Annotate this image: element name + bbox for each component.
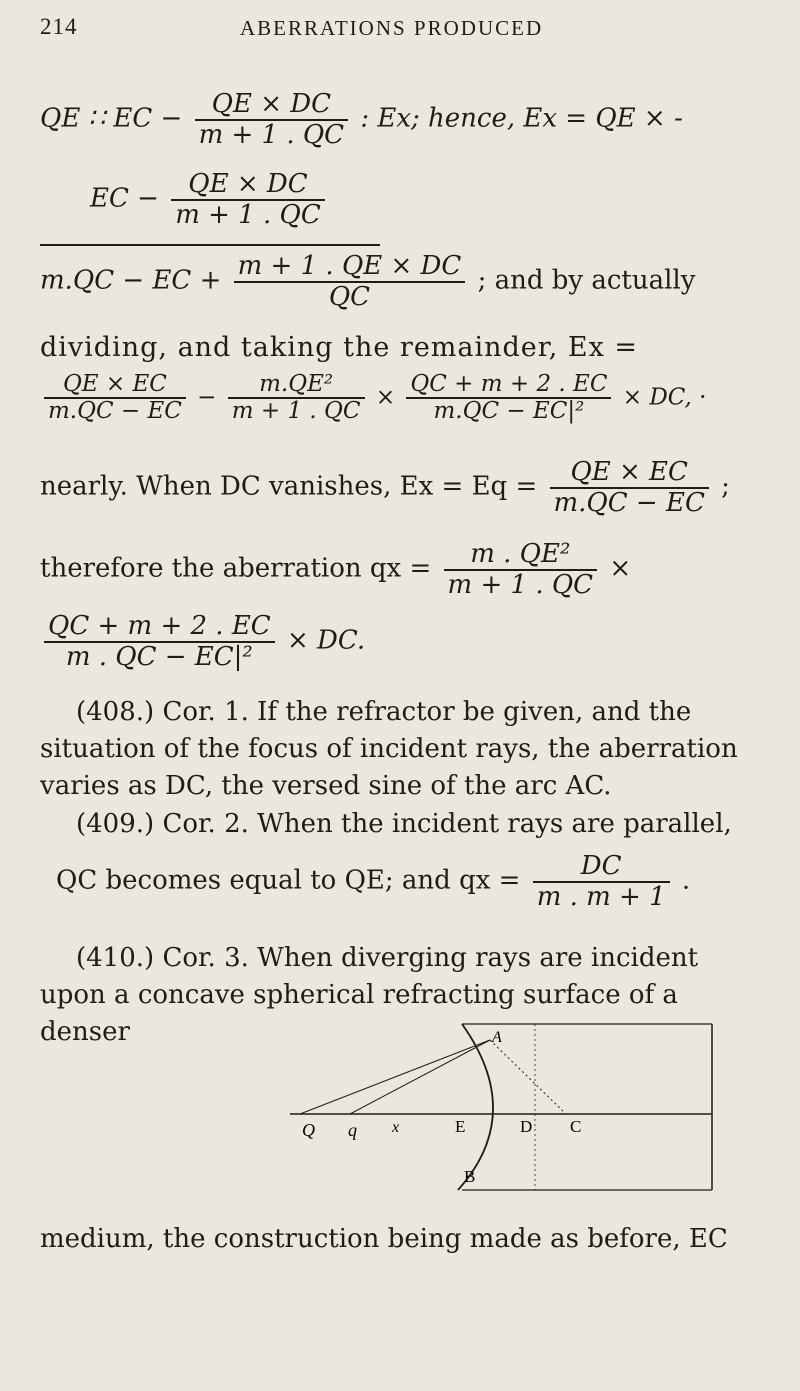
eq1-rest: : Ex; hence, Ex = QE × - xyxy=(360,103,683,134)
eq3-numerator: m + 1 . QE × DC xyxy=(234,252,466,283)
text-line-4: dividing, and taking the remainder, Ex = xyxy=(40,332,639,363)
eq5-fraction-3 xyxy=(406,372,611,425)
equation-line-8 xyxy=(40,612,365,671)
line8-tail: × DC. xyxy=(286,625,366,656)
equation-line-3 xyxy=(40,252,695,311)
eq5-tail: × DC, · xyxy=(622,384,707,411)
line8-denominator: m . QC − EC|² xyxy=(65,641,253,672)
text-line-7 xyxy=(40,540,631,599)
eq2-denominator: m + 1 . QC xyxy=(175,199,321,230)
eq5-minus: − xyxy=(197,384,217,411)
eq1-denominator: m + 1 . QC xyxy=(198,119,345,150)
para409-fraction xyxy=(533,852,670,911)
eq5-f1-denominator: m.QC − EC xyxy=(48,398,182,425)
refracting-surface-arc xyxy=(458,1024,493,1190)
line8-numerator: QC + m + 2 . EC xyxy=(44,612,275,643)
text-line-6 xyxy=(40,458,730,517)
label-q: q xyxy=(348,1120,357,1140)
eq2-lhs: EC − xyxy=(90,183,159,214)
paragraph-409: (409.) Cor. 2. When the incident rays are parallel, xyxy=(76,809,732,839)
eq5-f3-numerator: QC + m + 2 . EC xyxy=(406,372,611,399)
eq1-numerator: QE × DC xyxy=(195,90,349,121)
eq3-denominator: QC xyxy=(328,281,371,312)
eq1-fraction xyxy=(195,90,349,149)
paragraph-408: (408.) Cor. 1. If the refractor be given, and the situation of the focus of incident rays, the aberration varies as DC, the versed sine of the arc AC. xyxy=(40,697,738,801)
label-Q: Q xyxy=(302,1120,315,1140)
line6-numerator: QE × EC xyxy=(550,458,709,489)
line7-tail: × xyxy=(609,553,632,584)
line7-denominator: m + 1 . QC xyxy=(447,569,594,600)
label-C: C xyxy=(570,1117,582,1136)
line6-denominator: m.QC − EC xyxy=(553,487,705,518)
paragraph-410: (410.) Cor. 3. When diverging rays are incident upon a concave spherical refracting surface of a denser xyxy=(40,943,699,1047)
eq5-f2-denominator: m + 1 . QC xyxy=(231,398,361,425)
eq2-numerator: QE × DC xyxy=(171,170,325,201)
equation-line-5 xyxy=(40,372,706,425)
eq5-f2-numerator: m.QE² xyxy=(228,372,365,399)
divider-rule xyxy=(40,244,380,246)
aberration-figure xyxy=(280,1010,740,1200)
label-B: B xyxy=(464,1167,476,1186)
para409-denominator: m . m + 1 xyxy=(536,881,666,912)
radius-line xyxy=(490,1040,566,1114)
text-line-footer: medium, the construction being made as before, EC xyxy=(40,1224,728,1254)
running-title: ABERRATIONS PRODUCED xyxy=(240,16,544,40)
label-E: E xyxy=(455,1117,466,1136)
label-x: x xyxy=(392,1119,400,1136)
label-D: D xyxy=(520,1117,533,1136)
line7-numerator: m . QE² xyxy=(444,540,598,571)
para409-tail: . xyxy=(681,865,691,896)
page-header xyxy=(0,14,800,46)
line6-text: nearly. When DC vanishes, Ex = Eq = xyxy=(40,471,538,502)
eq5-fraction-1 xyxy=(44,372,186,425)
line8-fraction xyxy=(44,612,275,671)
refracted-ray xyxy=(350,1040,490,1114)
eq2-fraction xyxy=(171,170,325,229)
line7-text: therefore the aberration qx = xyxy=(40,553,432,584)
para409-text: QC becomes equal to QE; and qx = xyxy=(56,865,521,896)
eq5-times: × xyxy=(375,384,396,411)
line6-fraction xyxy=(550,458,709,517)
equation-line-1 xyxy=(40,90,683,149)
line6-tail: ; xyxy=(721,471,730,502)
eq5-f1-numerator: QE × EC xyxy=(44,372,186,399)
eq1-lhs: QE ∷ EC − xyxy=(40,103,183,134)
paragraph-409-formula xyxy=(56,852,690,911)
equation-line-2 xyxy=(90,170,329,229)
label-A: A xyxy=(492,1029,502,1046)
page-number: 214 xyxy=(40,14,78,39)
eq5-f3-denominator: m.QC − EC|² xyxy=(433,398,585,425)
para409-numerator: DC xyxy=(533,852,670,883)
eq3-lhs: m.QC − EC + xyxy=(40,265,222,296)
incident-ray xyxy=(300,1040,490,1114)
eq5-fraction-2 xyxy=(228,372,365,425)
eq3-fraction xyxy=(234,252,466,311)
eq3-rest: ; and by actually xyxy=(477,265,696,296)
line7-fraction xyxy=(444,540,598,599)
